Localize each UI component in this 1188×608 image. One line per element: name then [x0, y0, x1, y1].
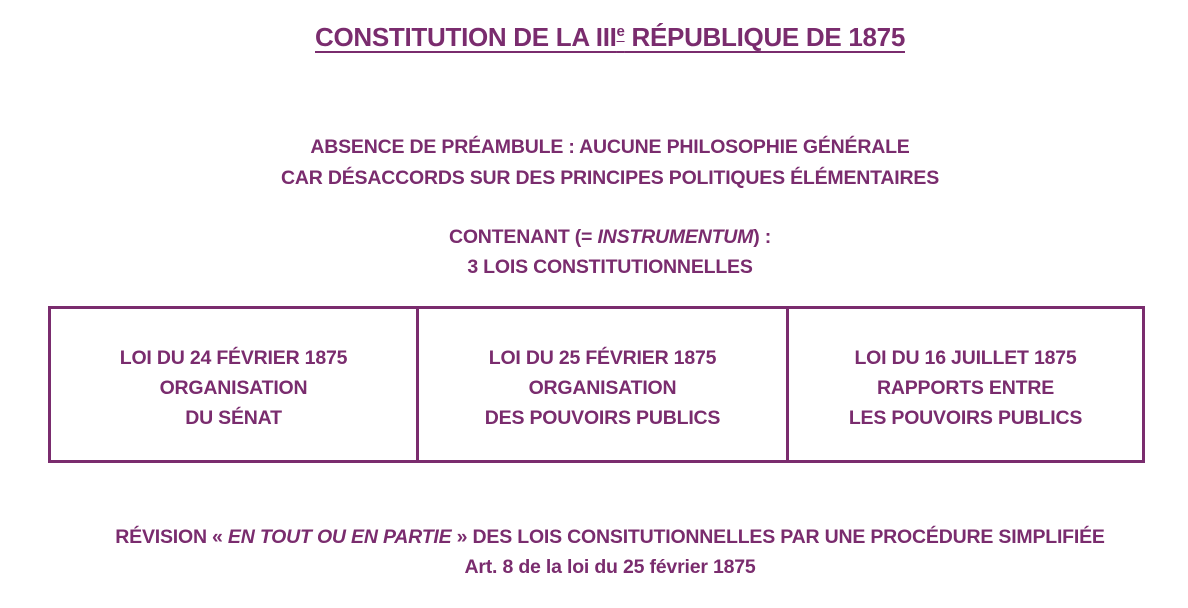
- law-line-3: DU SÉNAT: [185, 407, 282, 429]
- law-line-3: DES POUVOIRS PUBLICS: [484, 407, 721, 429]
- intro-line-2: CAR DÉSACCORDS SUR DES PRINCIPES POLITIQUES ÉLÉMENTAIRES: [280, 167, 940, 189]
- content-suffix: ) :: [753, 226, 772, 248]
- content-block: [0, 222, 1188, 282]
- content-prefix: CONTENANT (=: [448, 226, 598, 248]
- law-cell-public-powers: [419, 309, 789, 460]
- revision-italic: EN TOUT OU EN PARTIE: [227, 526, 452, 548]
- title-rest: RÉPUBLIQUE DE 1875: [624, 22, 905, 52]
- revision-prefix: RÉVISION «: [115, 526, 228, 548]
- law-line-3: LES POUVOIRS PUBLICS: [848, 407, 1083, 429]
- revision-reference: Art. 8 de la loi du 25 février 1875: [464, 556, 756, 578]
- content-line-2: 3 LOIS CONSTITUTIONNELLES: [467, 256, 753, 278]
- content-italic: INSTRUMENTUM: [597, 226, 754, 248]
- intro-block: [0, 132, 1188, 194]
- laws-table: [48, 306, 1145, 463]
- title-main: CONSTITUTION DE LA III: [315, 22, 617, 52]
- revision-block: [0, 522, 1188, 582]
- law-line-2: RAPPORTS ENTRE: [876, 377, 1055, 399]
- content-line-1: [0, 222, 1188, 252]
- law-cell-senate: [51, 309, 419, 460]
- law-cell-relations: [789, 309, 1142, 460]
- law-date: LOI DU 25 FÉVRIER 1875: [488, 347, 717, 369]
- revision-suffix: » DES LOIS CONSITUTIONNELLES PAR UNE PROCÉDURE SIMPLIFIÉE: [451, 526, 1105, 548]
- law-line-2: ORGANISATION: [528, 377, 677, 399]
- intro-line-1: ABSENCE DE PRÉAMBULE : AUCUNE PHILOSOPHIE GÉNÉRALE: [310, 136, 910, 158]
- title-superscript: e: [616, 23, 625, 40]
- law-date: LOI DU 24 FÉVRIER 1875: [119, 347, 348, 369]
- revision-line: [0, 522, 1188, 552]
- law-date: LOI DU 16 JUILLET 1875: [854, 347, 1077, 369]
- page-title: [0, 22, 1188, 53]
- law-line-2: ORGANISATION: [159, 377, 308, 399]
